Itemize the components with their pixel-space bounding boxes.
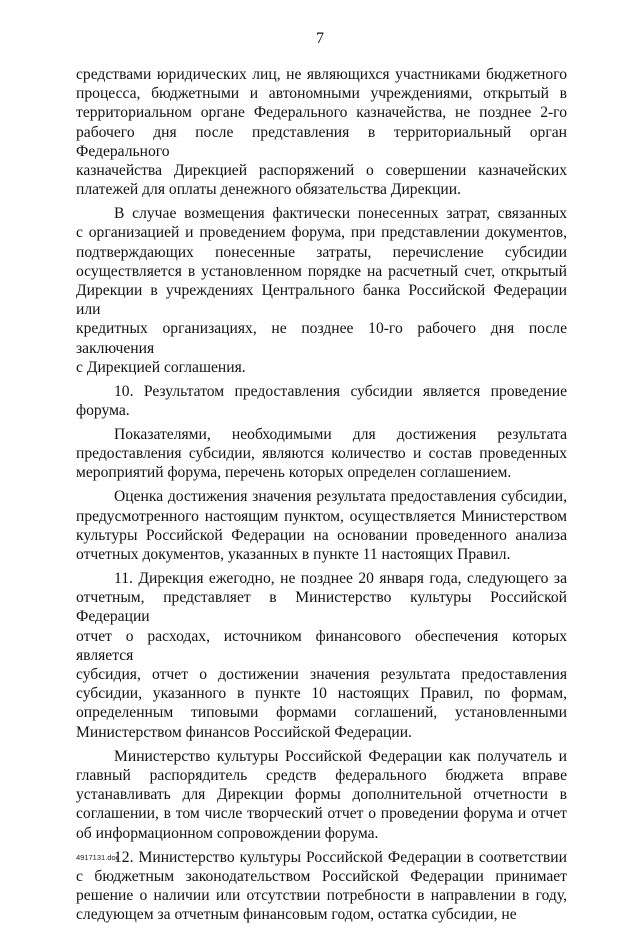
text-line: об информационном сопровождении форума.: [76, 824, 379, 842]
paragraph: [76, 487, 567, 564]
text-line: предусмотренного настоящим пунктом, осуществляется Министерством: [76, 507, 567, 525]
paragraph: [76, 204, 567, 377]
text-line: с Дирекцией соглашения.: [76, 358, 246, 376]
text-line: главный распорядитель средств федерального бюджета вправе: [76, 766, 567, 784]
text-line: рабочего дня после представления в территориальный орган Федерального: [76, 123, 567, 160]
text-line: с организацией и проведением форума, при представлении документов,: [76, 224, 567, 242]
text-line: средствами юридических лиц, не являющихся участниками бюджетного: [76, 66, 567, 83]
text-line: платежей для оплаты денежного обязательства Дирекции.: [76, 181, 462, 199]
text-line: подтверждающих понесенные затраты, перечисление субсидии: [76, 243, 567, 261]
text-line: кредитных организациях, не позднее 10-го рабочего дня после заключения: [76, 320, 567, 357]
text-line: Оценка достижения значения результата предоставления субсидии,: [114, 488, 567, 506]
text-line: соглашении, в том числе творческий отчет о проведении форума и отчет: [76, 805, 567, 823]
text-line: отчетным, представляет в Министерство культуры Российской Федерации: [76, 589, 567, 626]
text-line: устанавливать для Дирекции формы дополнительной отчетности в: [76, 786, 567, 804]
text-line: отчет о расходах, источником финансового обеспечения которых является: [76, 627, 567, 664]
paragraph: [76, 747, 567, 843]
text-line: процесса, бюджетными и автономными учреждениями, открытый в: [76, 85, 567, 103]
text-line: форума.: [76, 402, 130, 420]
text-line: Показателями, необходимыми для достижения результата: [114, 426, 567, 444]
text-line: 10. Результатом предоставления субсидии является проведение: [114, 382, 567, 400]
text-line: 11. Дирекция ежегодно, не позднее 20 января года, следующего за: [114, 570, 567, 588]
text-line: Министерством финансов Российской Федерации.: [76, 723, 412, 741]
document-body: [76, 65, 567, 929]
text-line: культуры Российской Федерации на основании проведенного анализа: [76, 526, 567, 544]
paragraph: [76, 425, 567, 483]
page-number: 7: [316, 30, 324, 47]
text-line: определенным типовыми формами соглашений, установленными: [76, 704, 567, 722]
text-line: 12. Министерство культуры Российской Федерации в соответствии: [114, 848, 567, 866]
paragraph: [76, 848, 567, 925]
text-line: предоставления субсидии, являются количество и состав проведенных: [76, 445, 567, 463]
text-line: субсидия, отчет о достижении значения результата предоставления: [76, 666, 567, 684]
text-line: Дирекции в учреждениях Центрального банка Российской Федерации или: [76, 282, 567, 319]
text-line: казначейства Дирекцией распоряжений о совершении казначейских: [76, 162, 567, 180]
text-line: мероприятий форума, перечень которых определен соглашением.: [76, 464, 512, 482]
text-line: осуществляется в установленном порядке на расчетный счет, открытый: [76, 262, 567, 280]
paragraph: [76, 65, 567, 199]
text-line: с бюджетным законодательством Российской Федерации принимает: [76, 867, 567, 885]
text-line: В случае возмещения фактически понесенных затрат, связанных: [114, 205, 567, 223]
text-line: следующем за отчетным финансовым годом, остатка субсидии, не: [76, 906, 517, 924]
paragraph: [76, 569, 567, 742]
paragraph: [76, 382, 567, 420]
text-line: Министерство культуры Российской Федерации как получатель и: [114, 747, 567, 765]
footer-filename: 4917131.doc: [76, 853, 120, 862]
text-line: отчетных документов, указанных в пункте 11 настоящих Правил.: [76, 546, 511, 564]
text-line: субсидии, указанного в пункте 10 настоящих Правил, по формам,: [76, 685, 567, 703]
text-line: территориальном органе Федерального казначейства, не позднее 2-го: [76, 104, 567, 122]
text-line: решение о наличии или отсутствии потребности в направлении в году,: [76, 886, 567, 904]
